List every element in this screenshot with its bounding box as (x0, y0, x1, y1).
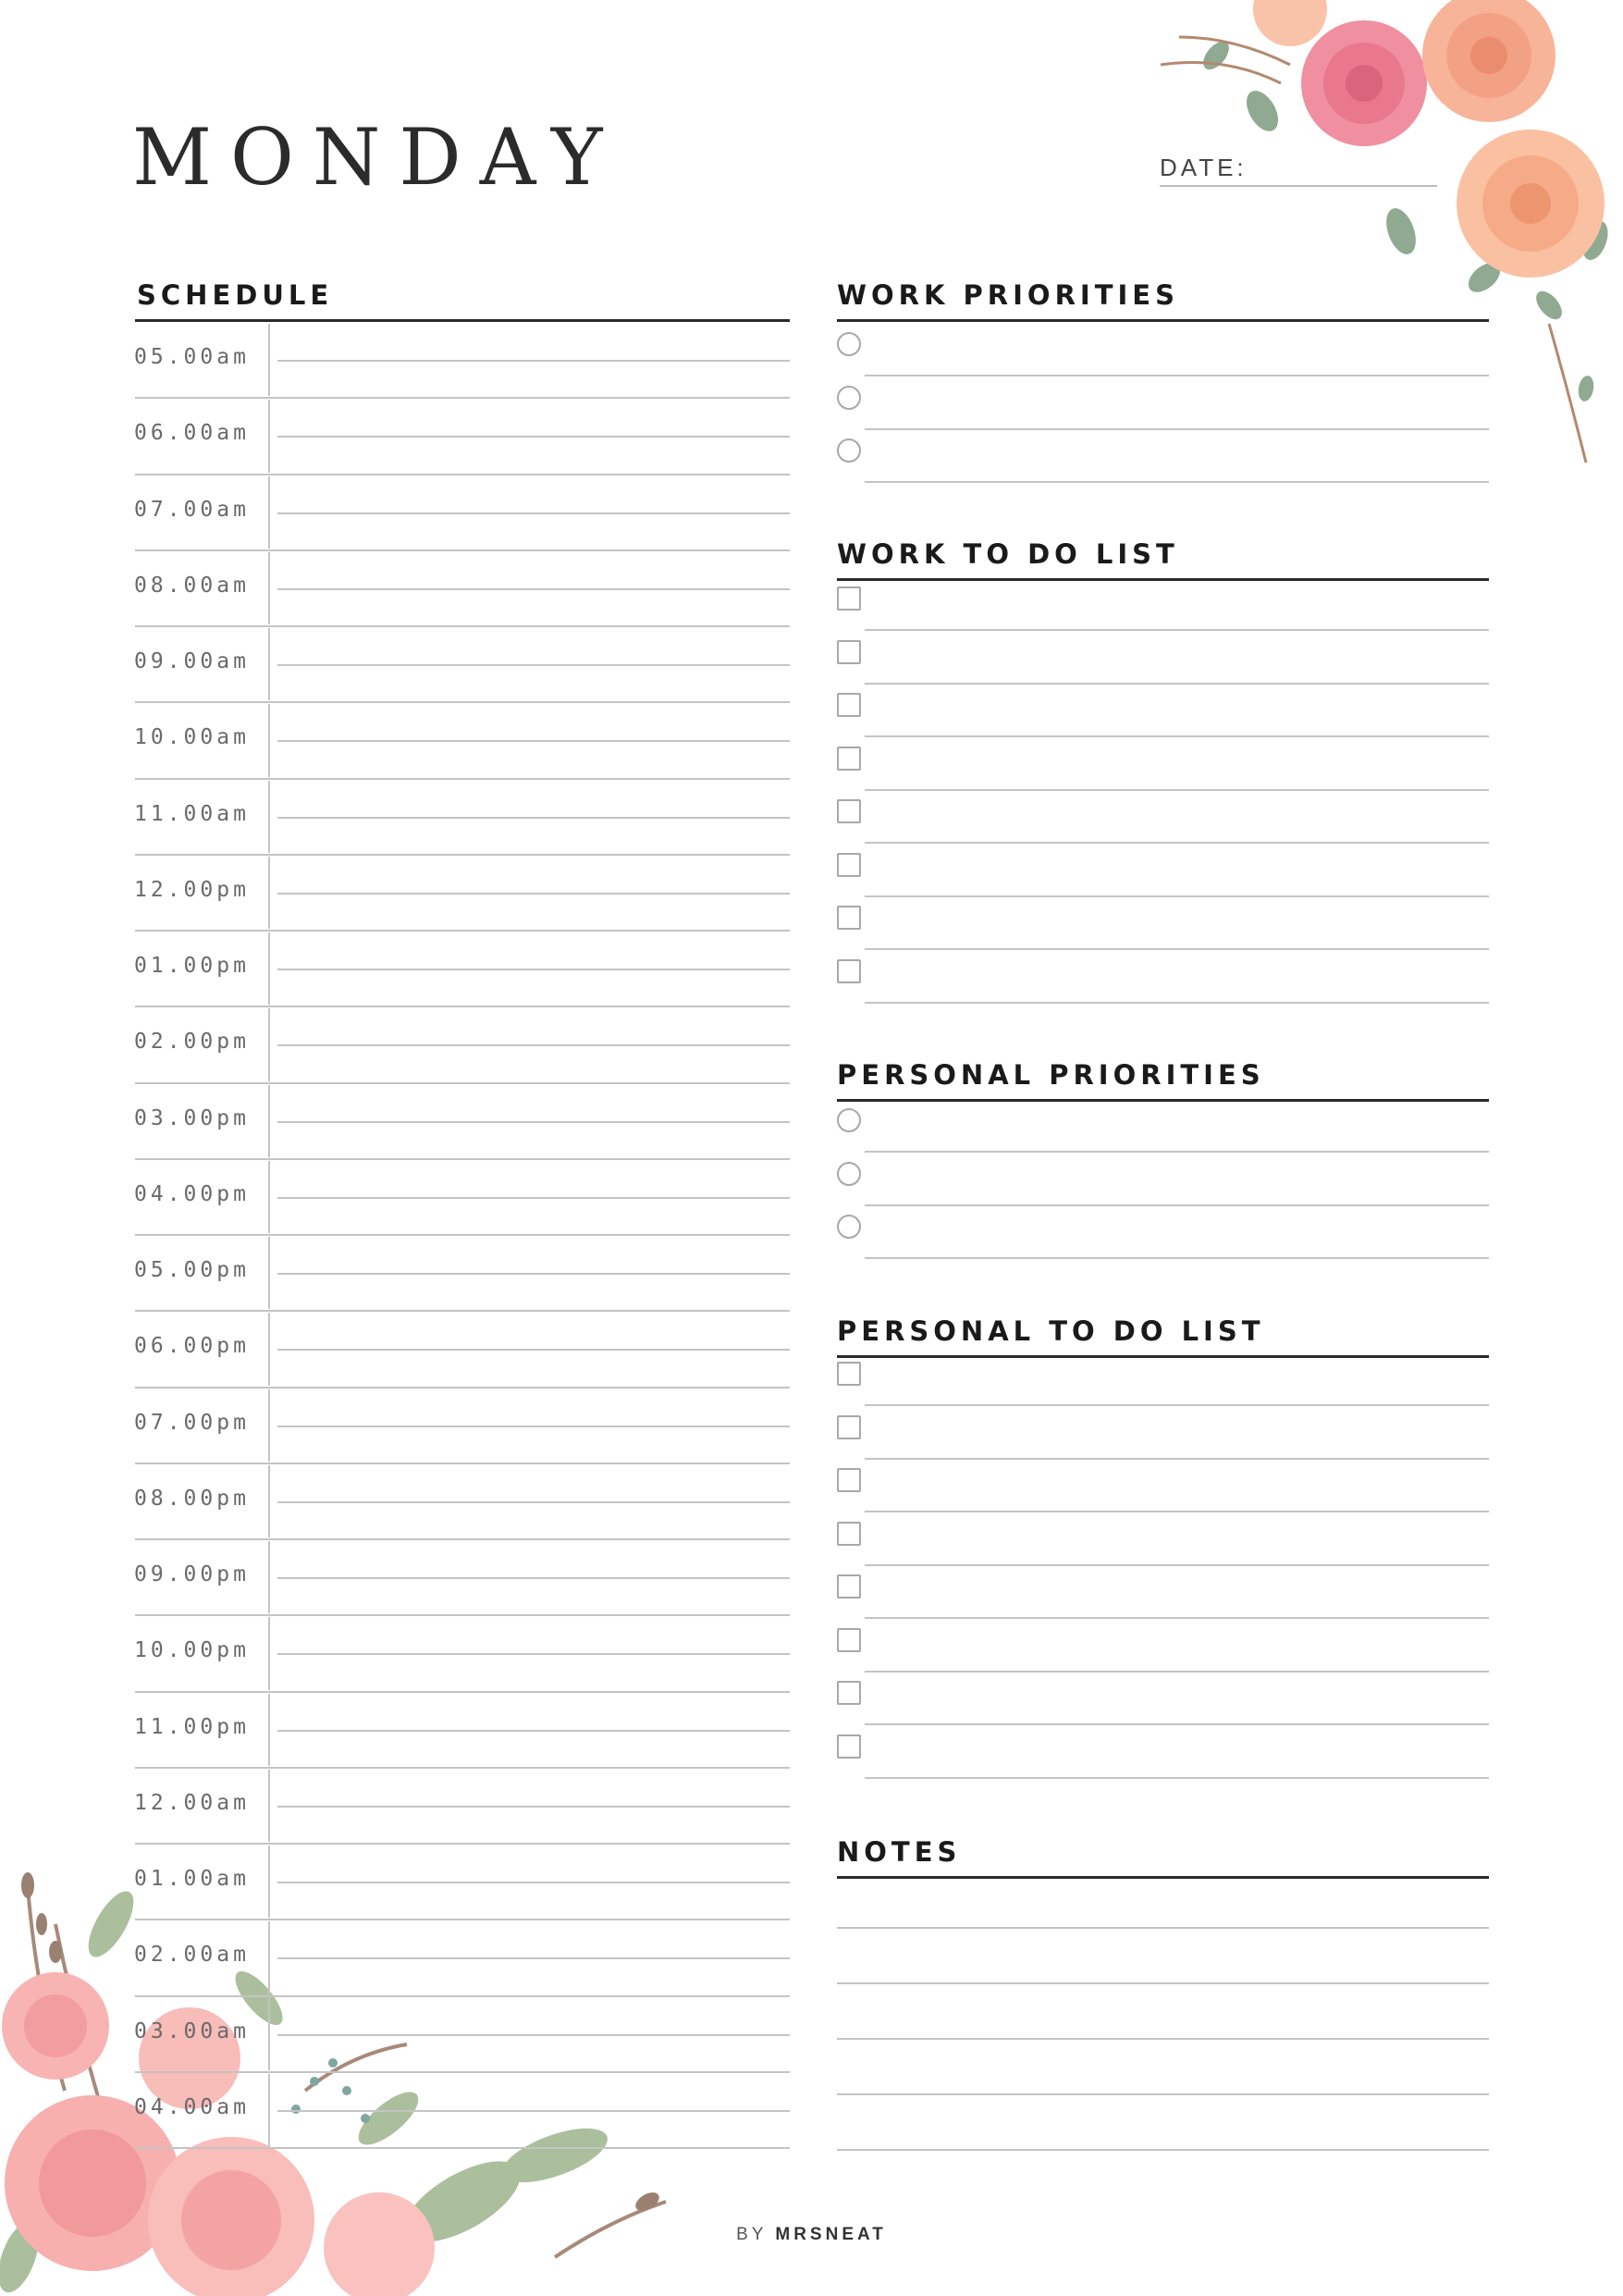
schedule-time-separator (268, 1313, 270, 1385)
schedule-time-separator (268, 1617, 270, 1689)
schedule-time-label: 05.00pm (134, 1258, 250, 1283)
schedule-row-divider (135, 1614, 790, 1616)
schedule-time-separator (268, 781, 270, 853)
schedule-row-divider (135, 1691, 790, 1693)
notes-write-line[interactable] (837, 2038, 1489, 2040)
schedule-time-separator (268, 704, 270, 776)
todo-checkbox[interactable] (837, 640, 861, 664)
work-priorities-write-line[interactable] (865, 428, 1489, 430)
schedule-time-separator (268, 1465, 270, 1537)
work-priorities-heading-rule (837, 319, 1489, 322)
priority-radio[interactable] (837, 1162, 861, 1186)
work-todo-heading-rule (837, 578, 1489, 581)
schedule-row-divider (135, 397, 790, 399)
schedule-time-separator (268, 476, 270, 549)
notes-write-line[interactable] (837, 2093, 1489, 2095)
notes-heading: NOTES (837, 1836, 962, 1868)
personal-todo-write-line[interactable] (865, 1617, 1489, 1619)
schedule-row-divider (135, 778, 790, 780)
schedule-write-line[interactable] (277, 1349, 790, 1351)
work-todo-heading: WORK TO DO LIST (837, 538, 1179, 570)
schedule-time-label: 11.00am (134, 801, 250, 826)
schedule-time-separator (268, 1541, 270, 1613)
priority-radio[interactable] (837, 332, 861, 356)
priority-radio[interactable] (837, 386, 861, 410)
schedule-time-separator (268, 324, 270, 396)
todo-checkbox[interactable] (837, 1734, 861, 1759)
personal-todo-write-line[interactable] (865, 1564, 1489, 1566)
schedule-write-line[interactable] (277, 1197, 790, 1199)
schedule-time-label: 09.00am (134, 649, 250, 674)
schedule-row-divider (135, 2147, 790, 2149)
schedule-time-separator (268, 1770, 270, 1842)
work-todo-write-line[interactable] (865, 683, 1489, 685)
personal-todo-write-line[interactable] (865, 1404, 1489, 1406)
schedule-time-label: 03.00am (134, 2018, 250, 2043)
schedule-write-line[interactable] (277, 360, 790, 362)
schedule-time-label: 12.00am (134, 1790, 250, 1815)
schedule-row-divider (135, 1538, 790, 1540)
work-todo-write-line[interactable] (865, 895, 1489, 897)
footer-credit (0, 2225, 1623, 2245)
personal-todo-write-line[interactable] (865, 1723, 1489, 1725)
priority-radio[interactable] (837, 1215, 861, 1239)
schedule-row-divider (135, 1310, 790, 1312)
todo-checkbox[interactable] (837, 1522, 861, 1546)
schedule-time-separator (268, 2074, 270, 2146)
schedule-time-label: 11.00pm (134, 1714, 250, 1739)
schedule-write-line[interactable] (277, 1882, 790, 1883)
schedule-time-label: 02.00am (134, 1943, 250, 1968)
work-todo-write-line[interactable] (865, 842, 1489, 844)
personal-priorities-heading-rule (837, 1099, 1489, 1102)
todo-checkbox[interactable] (837, 1415, 861, 1439)
work-todo-write-line[interactable] (865, 789, 1489, 791)
schedule-row-divider (135, 1843, 790, 1845)
priority-radio[interactable] (837, 1108, 861, 1132)
schedule-time-label: 06.00pm (134, 1334, 250, 1359)
schedule-heading-rule (135, 319, 790, 322)
work-todo-write-line[interactable] (865, 1002, 1489, 1004)
schedule-row-divider (135, 1767, 790, 1769)
todo-checkbox[interactable] (837, 853, 861, 877)
schedule-write-line[interactable] (277, 1273, 790, 1275)
personal-todo-write-line[interactable] (865, 1458, 1489, 1460)
schedule-time-separator (268, 552, 270, 624)
schedule-time-separator (268, 1921, 270, 1994)
schedule-time-separator (268, 932, 270, 1005)
todo-checkbox[interactable] (837, 1574, 861, 1599)
date-field[interactable] (1160, 185, 1437, 187)
schedule-time-label: 10.00am (134, 725, 250, 750)
schedule-row-divider (135, 2071, 790, 2073)
schedule-time-label: 12.00pm (134, 877, 250, 902)
notes-write-line[interactable] (837, 1927, 1489, 1929)
schedule-time-label: 04.00am (134, 2094, 250, 2119)
personal-priorities-write-line[interactable] (865, 1257, 1489, 1259)
schedule-heading: SCHEDULE (137, 279, 334, 311)
schedule-time-label: 10.00pm (134, 1638, 250, 1663)
schedule-time-separator (268, 1237, 270, 1309)
personal-priorities-write-line[interactable] (865, 1204, 1489, 1206)
schedule-row-divider (135, 1995, 790, 1997)
personal-priorities-heading: PERSONAL PRIORITIES (837, 1059, 1265, 1091)
floral-top-right-decoration (1151, 0, 1623, 472)
personal-todo-write-line[interactable] (865, 1511, 1489, 1512)
schedule-row-divider (135, 701, 790, 703)
schedule-row-divider (135, 625, 790, 627)
schedule-time-label: 08.00pm (134, 1486, 250, 1511)
schedule-write-line[interactable] (277, 1577, 790, 1579)
page-title: MONDAY (132, 112, 621, 203)
schedule-write-line[interactable] (277, 1044, 790, 1046)
notes-write-line[interactable] (837, 1982, 1489, 1984)
schedule-write-line[interactable] (277, 740, 790, 742)
schedule-write-line[interactable] (277, 969, 790, 970)
schedule-time-separator (268, 1161, 270, 1233)
schedule-time-label: 06.00am (134, 421, 250, 446)
schedule-write-line[interactable] (277, 817, 790, 819)
schedule-row-divider (135, 1919, 790, 1920)
date-label: DATE: (1160, 154, 1248, 181)
personal-todo-write-line[interactable] (865, 1671, 1489, 1673)
schedule-row-divider (135, 474, 790, 475)
schedule-write-line[interactable] (277, 436, 790, 438)
schedule-write-line[interactable] (277, 1426, 790, 1427)
schedule-write-line[interactable] (277, 1501, 790, 1503)
todo-checkbox[interactable] (837, 1468, 861, 1492)
schedule-write-line[interactable] (277, 2034, 790, 2036)
todo-checkbox[interactable] (837, 693, 861, 717)
notes-heading-rule (837, 1876, 1489, 1879)
schedule-time-separator (268, 1389, 270, 1462)
todo-checkbox[interactable] (837, 799, 861, 823)
schedule-time-separator (268, 1085, 270, 1157)
schedule-time-separator (268, 1008, 270, 1080)
schedule-row-divider (135, 1006, 790, 1007)
todo-checkbox[interactable] (837, 1628, 861, 1652)
footer-prefix: BY (736, 2225, 768, 2244)
schedule-time-label: 07.00am (134, 497, 250, 522)
notes-write-line[interactable] (837, 2149, 1489, 2151)
work-priorities-write-line[interactable] (865, 375, 1489, 376)
schedule-time-label: 07.00pm (134, 1410, 250, 1435)
schedule-time-label: 03.00pm (134, 1105, 250, 1130)
schedule-time-label: 02.00pm (134, 1030, 250, 1055)
schedule-row-divider (135, 854, 790, 856)
personal-todo-heading: PERSONAL TO DO LIST (837, 1315, 1265, 1347)
schedule-write-line[interactable] (277, 1806, 790, 1808)
work-priorities-heading: WORK PRIORITIES (837, 279, 1179, 311)
schedule-row-divider (135, 1082, 790, 1084)
schedule-write-line[interactable] (277, 893, 790, 895)
schedule-time-separator (268, 1694, 270, 1766)
personal-priorities-write-line[interactable] (865, 1151, 1489, 1153)
schedule-time-label: 01.00am (134, 1867, 250, 1892)
todo-checkbox[interactable] (837, 959, 861, 983)
schedule-write-line[interactable] (277, 2110, 790, 2112)
schedule-write-line[interactable] (277, 664, 790, 666)
schedule-row-divider (135, 1158, 790, 1160)
todo-checkbox[interactable] (837, 1362, 861, 1386)
todo-checkbox[interactable] (837, 906, 861, 930)
schedule-time-separator (268, 1998, 270, 2070)
schedule-time-separator (268, 857, 270, 929)
schedule-time-label: 05.00am (134, 345, 250, 370)
schedule-row-divider (135, 930, 790, 932)
schedule-time-separator (268, 400, 270, 472)
todo-checkbox[interactable] (837, 586, 861, 611)
work-todo-write-line[interactable] (865, 948, 1489, 950)
schedule-time-label: 04.00pm (134, 1181, 250, 1206)
todo-checkbox[interactable] (837, 1681, 861, 1705)
schedule-write-line[interactable] (277, 1653, 790, 1655)
schedule-time-label: 01.00pm (134, 954, 250, 979)
schedule-write-line[interactable] (277, 588, 790, 590)
schedule-write-line[interactable] (277, 1957, 790, 1959)
schedule-row-divider (135, 1234, 790, 1236)
schedule-write-line[interactable] (277, 1730, 790, 1732)
schedule-row-divider (135, 1387, 790, 1389)
schedule-row-divider (135, 1463, 790, 1464)
priority-radio[interactable] (837, 438, 861, 463)
work-todo-write-line[interactable] (865, 735, 1489, 737)
personal-todo-heading-rule (837, 1355, 1489, 1358)
footer-brand: MRSNEAT (775, 2225, 887, 2244)
work-todo-write-line[interactable] (865, 629, 1489, 631)
todo-checkbox[interactable] (837, 747, 861, 771)
personal-todo-write-line[interactable] (865, 1777, 1489, 1779)
schedule-time-separator (268, 1845, 270, 1918)
floral-bottom-left-decoration (0, 1813, 703, 2296)
schedule-write-line[interactable] (277, 1121, 790, 1123)
schedule-time-label: 08.00am (134, 573, 250, 598)
work-priorities-write-line[interactable] (865, 481, 1489, 483)
schedule-row-divider (135, 549, 790, 551)
schedule-time-separator (268, 628, 270, 700)
schedule-time-label: 09.00pm (134, 1562, 250, 1587)
schedule-write-line[interactable] (277, 512, 790, 514)
